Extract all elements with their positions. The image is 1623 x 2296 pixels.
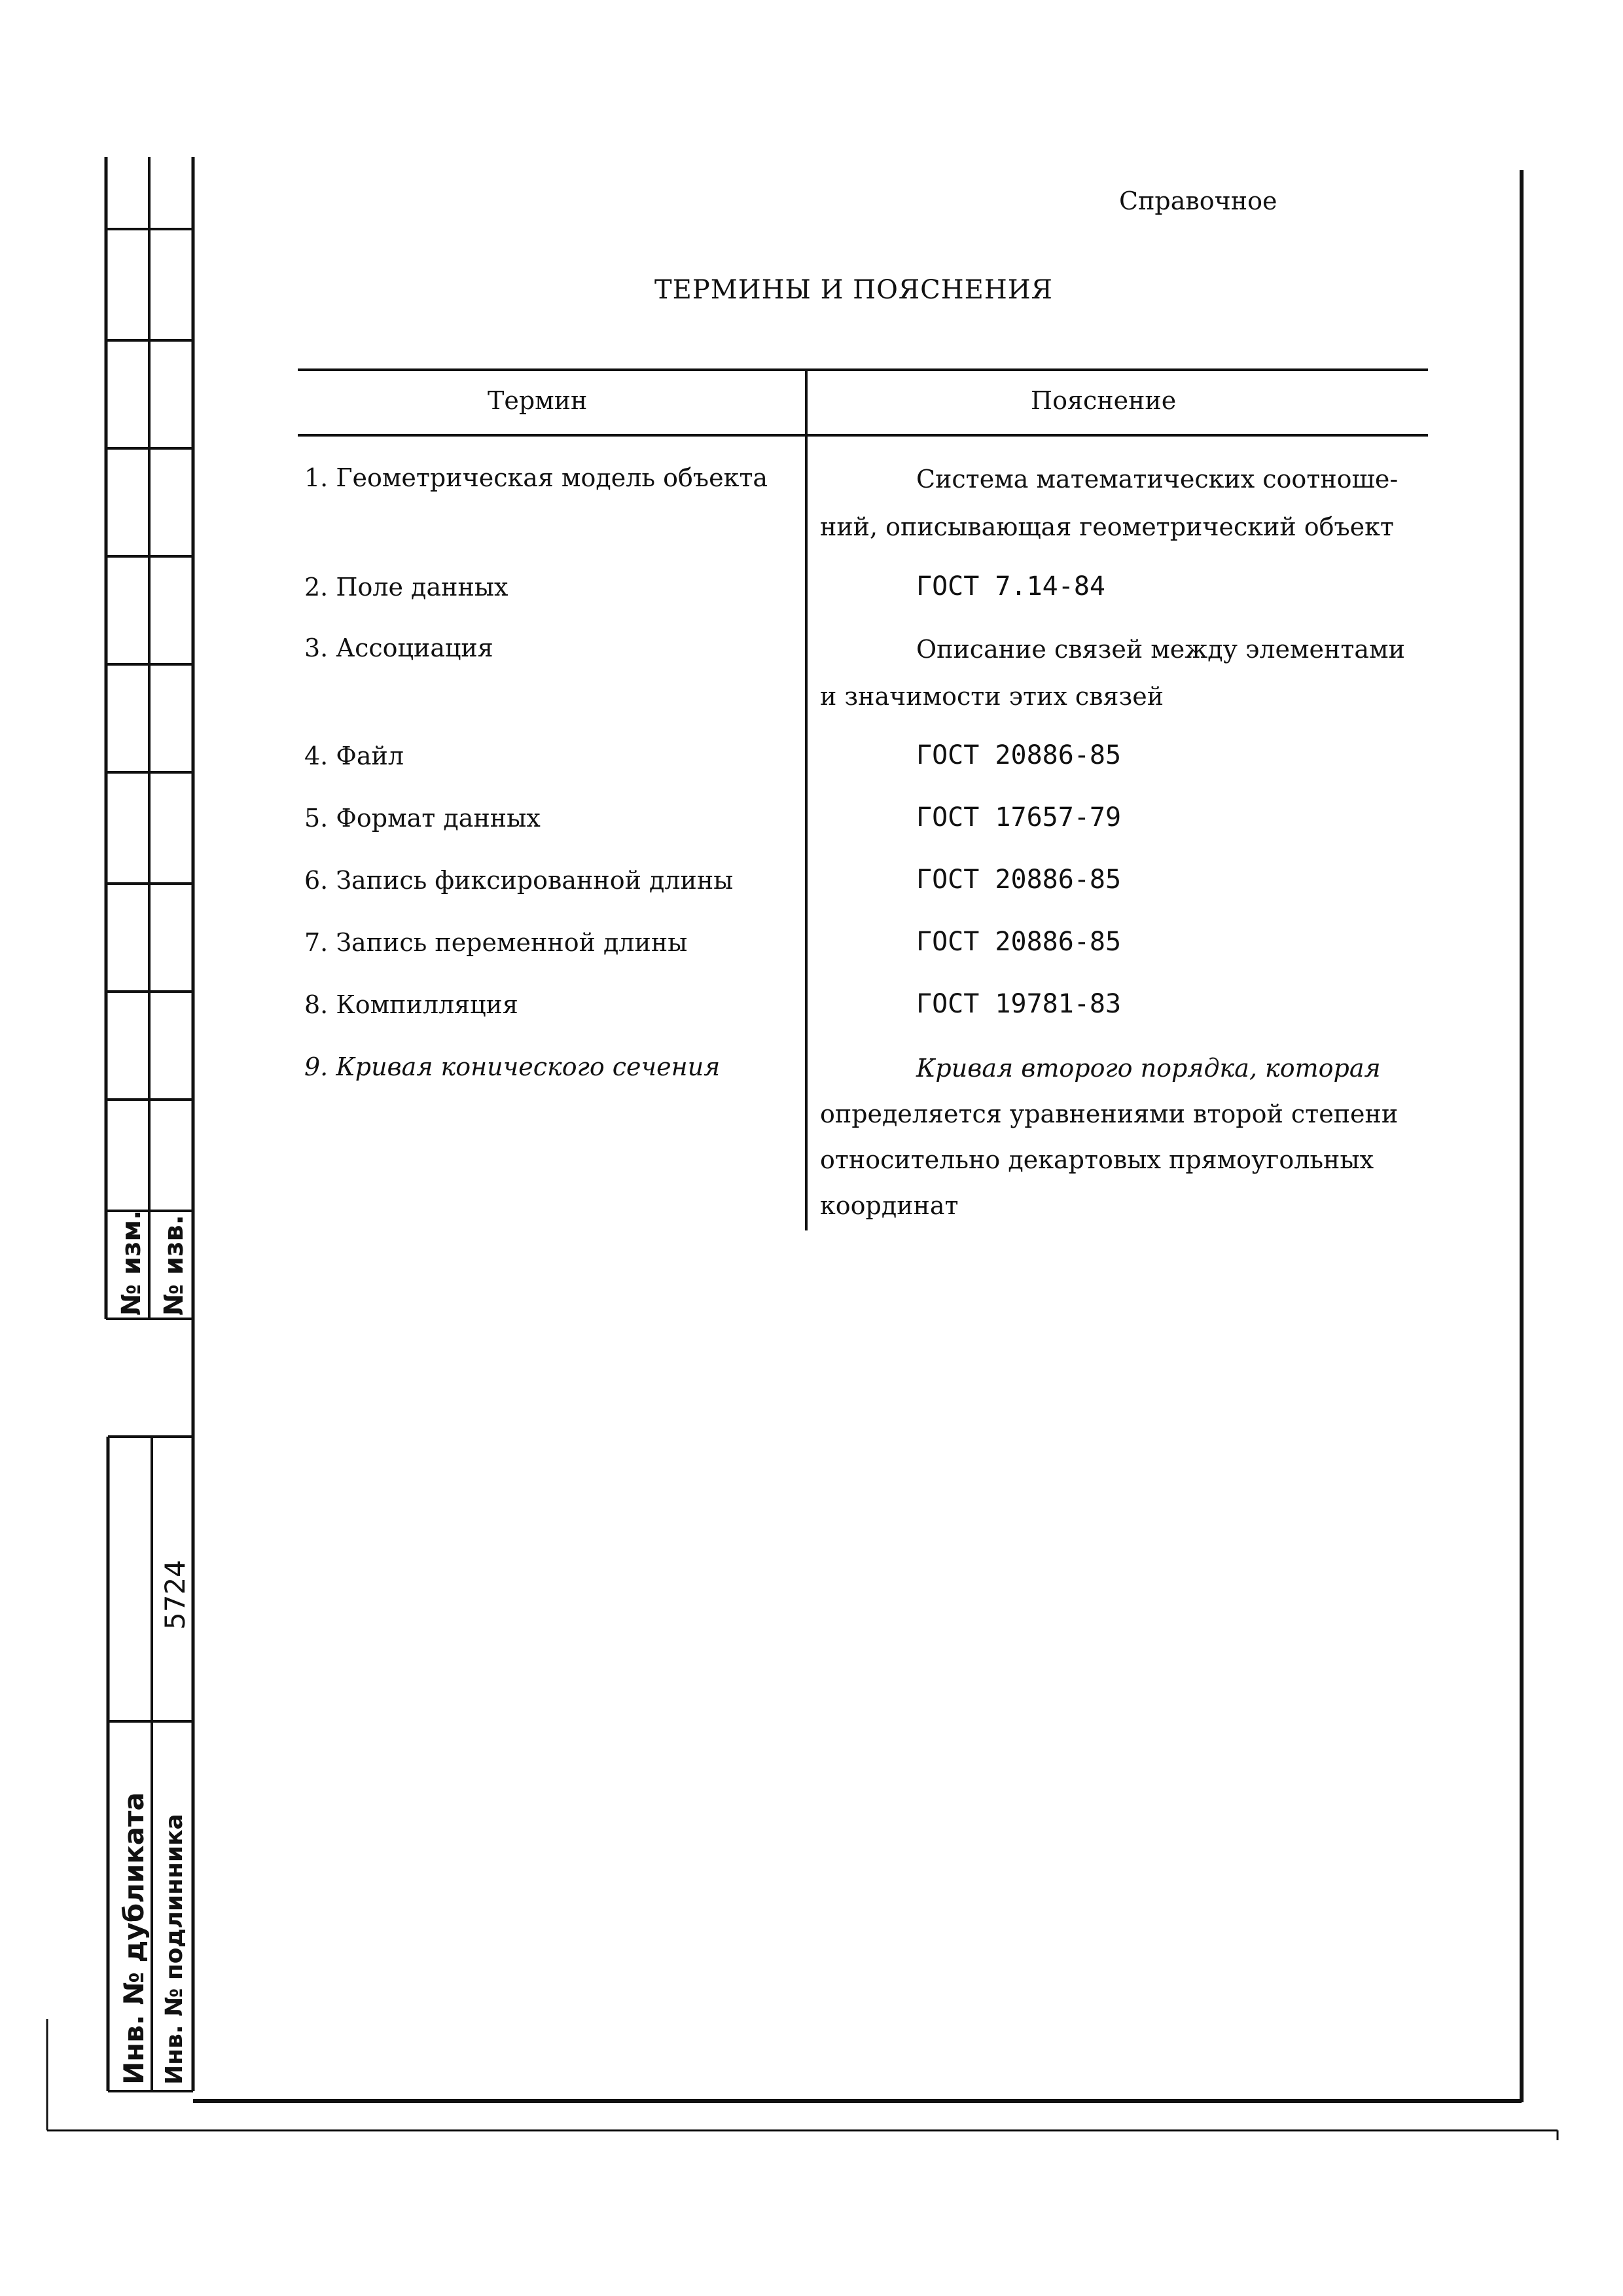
- explanation-3-line-2: и значимости этих связей: [820, 682, 1164, 711]
- term-8: 8. Компилляция: [304, 990, 518, 1019]
- term-1: 1. Геометрическая модель объекта: [304, 463, 768, 492]
- term-2: 2. Поле данных: [304, 573, 508, 601]
- explanation-2: ГОСТ 7.14-84: [916, 571, 1105, 601]
- term-7: 7. Запись переменной длины: [304, 928, 688, 957]
- stamp-original-inv-value: 5724: [159, 1560, 191, 1630]
- explanation-9-line-1: Кривая второго порядка, которая: [916, 1054, 1381, 1083]
- explanation-1-line-2: ний, описывающая геометрический объект: [820, 512, 1394, 541]
- stamp-change-no-label: № изм.: [116, 1210, 147, 1316]
- explanation-9-line-3: относительно декартовых прямоугольных: [820, 1145, 1374, 1174]
- term-5: 5. Формат данных: [304, 804, 541, 833]
- explanation-9-line-2: определяется уравнениями второй степени: [820, 1100, 1399, 1128]
- explanation-3-line-1: Описание связей между элементами: [916, 635, 1405, 664]
- explanation-6: ГОСТ 20886-85: [916, 865, 1122, 895]
- explanation-4: ГОСТ 20886-85: [916, 740, 1122, 770]
- reference-label: Справочное: [1119, 187, 1277, 215]
- stamp-duplicate-inv-label: Инв. № дубликата: [118, 1792, 150, 2085]
- explanation-8: ГОСТ 19781-83: [916, 989, 1122, 1019]
- explanation-5: ГОСТ 17657-79: [916, 802, 1122, 833]
- document-title: ТЕРМИНЫ И ПОЯСНЕНИЯ: [654, 275, 1053, 305]
- term-4: 4. Файл: [304, 742, 404, 770]
- stamp-notice-no-label: № изв.: [159, 1215, 189, 1316]
- explanation-7: ГОСТ 20886-85: [916, 927, 1122, 957]
- explanation-9-line-4: координат: [820, 1191, 959, 1220]
- column-header-explanation: Пояснение: [1031, 386, 1177, 415]
- explanation-1-line-1: Система математических соотноше-: [916, 465, 1399, 493]
- term-3: 3. Ассоциация: [304, 634, 493, 662]
- term-6: 6. Запись фиксированной длины: [304, 866, 734, 895]
- stamp-original-inv-label: Инв. № подлинника: [161, 1814, 188, 2085]
- column-header-term: Термин: [488, 386, 588, 415]
- term-9: 9. Кривая конического сечения: [304, 1052, 721, 1081]
